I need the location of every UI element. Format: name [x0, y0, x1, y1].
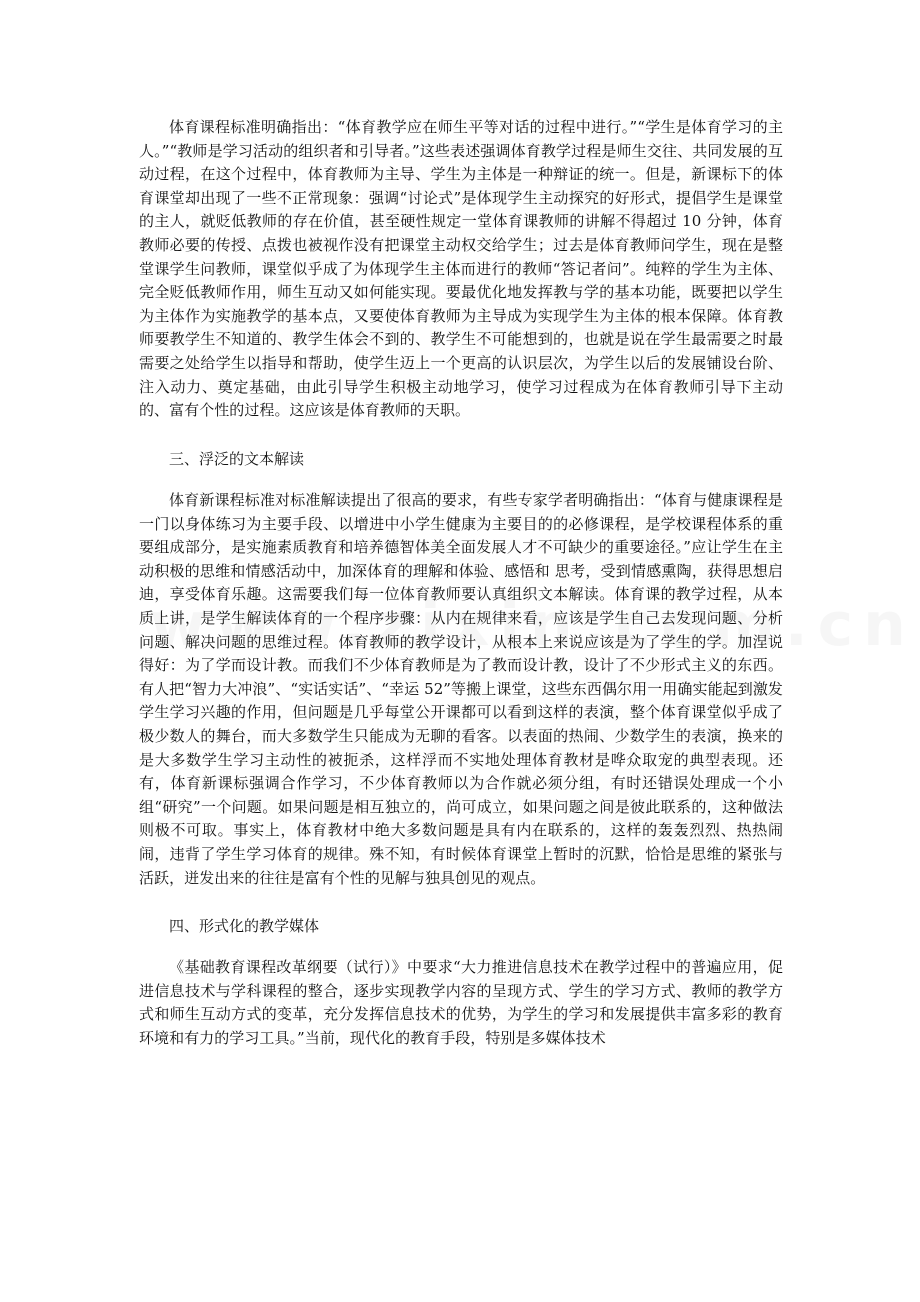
- paragraph-teacher-student-interaction: 体育课程标准明确指出：“体育教学应在师生平等对话的过程中进行。”“学生是体育学习的主人。”“教师是学习活动的组织者和引导者。”这些表述强调体育教学过程是师生交往、共同发展的互动过程，在这个过程中，体育教师为主导、学生为主体是一种辩证的统一。但是，新课标下的体育课堂却出现了一些不正常现象：强调“讨论式”是体现学生主动探究的好形式，提倡学生是课堂的主人，就贬低教师的存在价值，甚至硬性规定一堂体育课教师的讲解不得超过 10 分钟，体育教师必要的传授、点拨也被视作没有把课堂主动权交给学生；过去是体育教师问学生，现在是整堂课学生问教师，课堂似乎成了为体现学生主体而进行的教师“答记者问”。纯粹的学生为主体、完全贬低教师作用，师生互动又如何能实现。要最优化地发挥教与学的基本功能，既要把以学生为主体作为实施教学的基本点，又要使体育教师为主导成为实现学生为主体的根本保障。体育教师要教学生不知道的、教学生体会不到的、教学生不可能想到的，也就是说在学生最需要之时最需要之处给学生以指导和帮助，使学生迈上一个更高的认识层次，为学生以后的发展铺设台阶、注入动力、奠定基础，由此引导学生积极主动地学习，使学习过程成为在体育教师引导下主动的、富有个性的过程。这应该是体育教师的天职。: [139, 118, 783, 420]
- section-heading-4: 四、形式化的教学媒体: [169, 917, 320, 935]
- paragraph-teaching-media: 《基础教育课程改革纲要（试行）》中要求“大力推进信息技术在教学过程中的普遍应用，促进信息技术与学科课程的整合，逐步实现教学内容的呈现方式、学生的学习方式、教师的教学方式和师生互动方式的变革，充分发挥信息技术的优势，为学生的学习和发展提供丰富多彩的教育环境和有力的学习工具。”当前，现代化的教育手段，特别是多媒体技术: [139, 958, 783, 1047]
- section-heading-3: 三、浮泛的文本解读: [169, 450, 305, 468]
- paragraph-text-interpretation: 体育新课程标准对标准解读提出了很高的要求，有些专家学者明确指出：“体育与健康课程是一门以身体练习为主要手段、以增进中小学生健康为主要目的的必修课程，是学校课程体系的重要组成部分，是实施素质教育和培养德智体美全面发展人才不可缺少的重要途径。”应让学生在主动积极的思维和情感活动中，加深体育的理解和体验、感悟和 思考，受到情感熏陶，获得思想启迪，享受体育乐趣。这需要我们每一位体育教师要认真组织文本解读。体育课的教学过程，从本质上讲，是学生解读体育的一个程序步骤：从内在规律来看，应该是学生自己去发现问题、分析问题、解决问题的思维过程。体育教师的教学设计，从根本上来说应该是为了学生的学。加涅说得好：为了学而设计教。而我们不少体育教师是为了教而设计教，设计了不少形式主义的东西。有人把“智力大冲浪”、“实话实话”、“幸运 52”等搬上课堂，这些东西偶尔用一用确实能起到激发学生学习兴趣的作用，但问题是几乎每堂公开课都可以看到这样的表演，整个体育课堂似乎成了极少数人的舞台，而大多数学生只能成为无聊的看客。以表面的热闹、少数学生的表演，换来的是大多数学生学习主动性的被扼杀，这样浮而不实地处理体育教材是哗众取宠的典型表现。还有，体育新课标强调合作学习，不少体育教师以为合作就必须分组，有时还错误处理成一个小组“研究”一个问题。如果问题是相互独立的，尚可成立，如果问题之间是彼此联系的，这种做法则极不可取。事实上，体育教材中绝大多数问题是具有内在联系的，这样的轰轰烈烈、热热闹闹，违背了学生学习体育的规律。殊不知，有时候体育课堂上暂时的沉默，恰恰是思维的紧张与活跃，迸发出来的往往是富有个性的见解与独具创见的观点。: [139, 491, 783, 887]
